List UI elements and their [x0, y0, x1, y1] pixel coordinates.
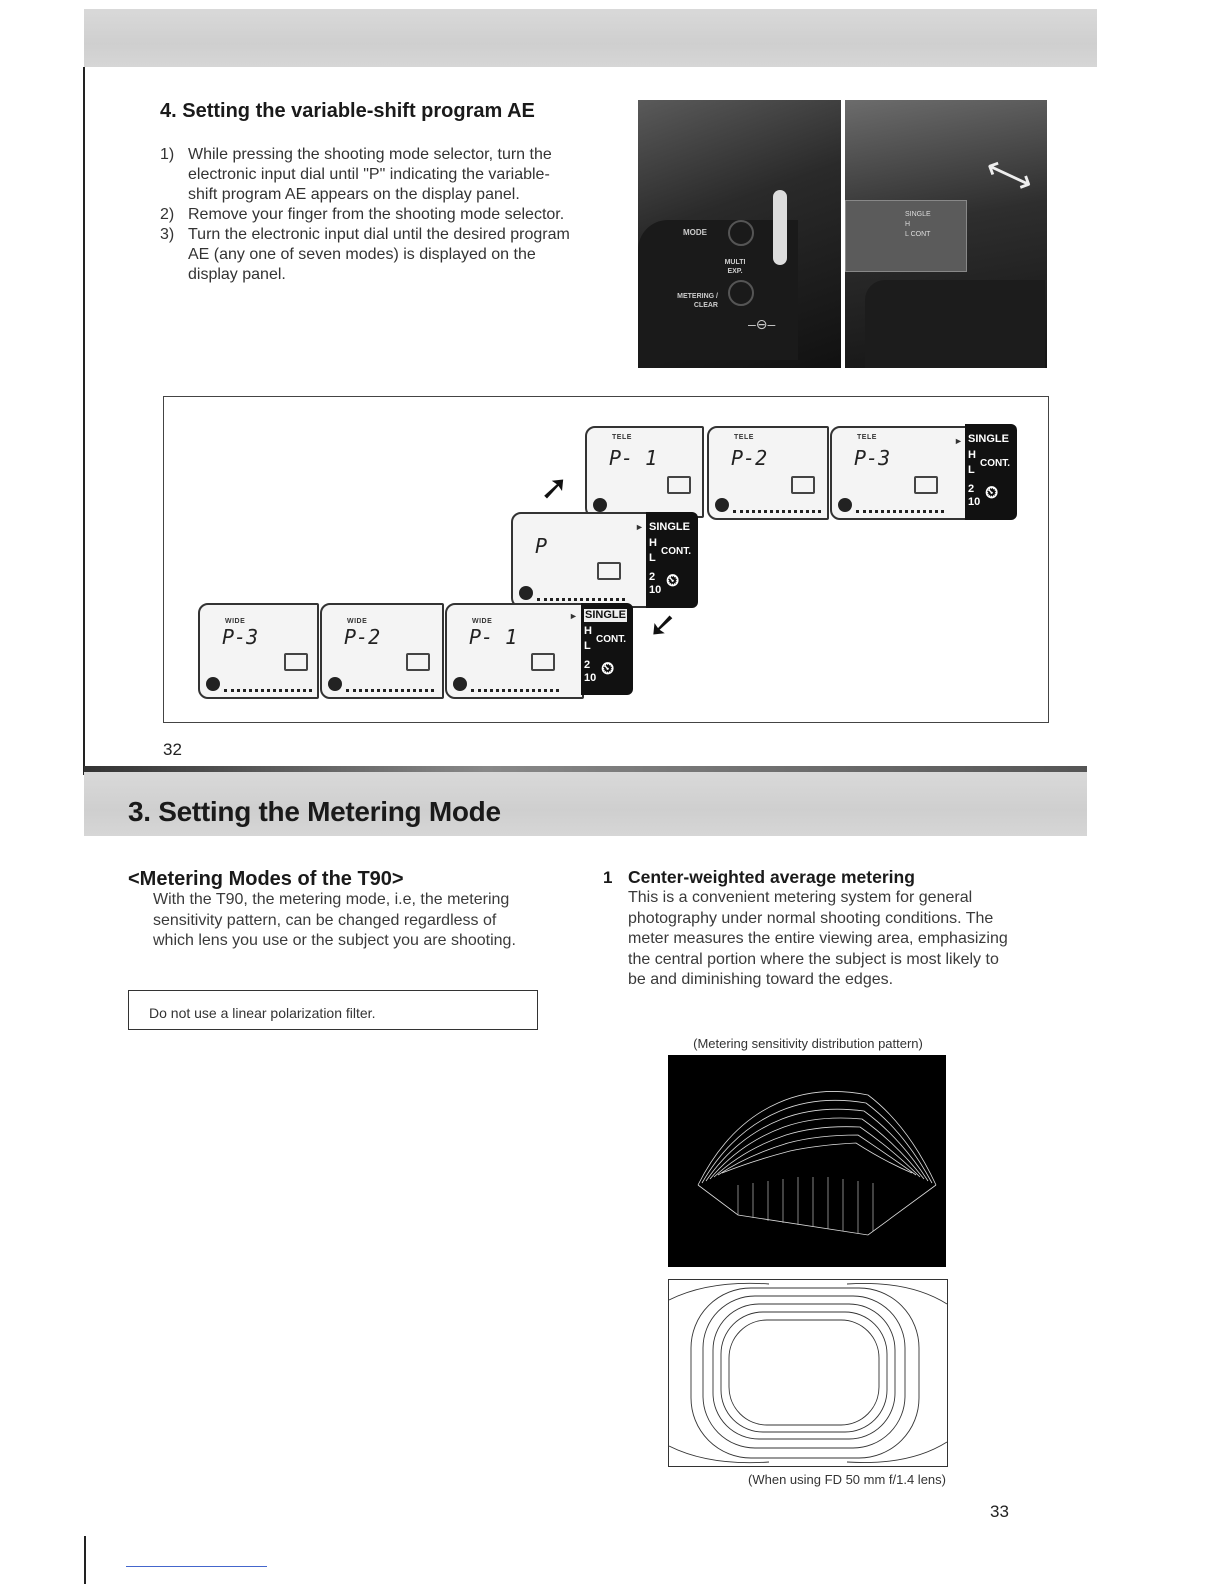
film-icon	[838, 498, 852, 512]
arrow-down-left-icon: ➚	[648, 607, 677, 645]
film-plane-icon: –⊖–	[748, 316, 776, 332]
step-number: 2)	[160, 206, 175, 223]
camera-lcd-cont: L CONT	[905, 231, 931, 238]
bottom-rule	[126, 1566, 267, 1567]
step-text: Turn the electronic input dial until the desired program AE (any one of seven modes) is displayed on the display panel.	[188, 226, 570, 283]
lcd-mode-readout: P-3	[854, 446, 891, 470]
top-header-band	[84, 9, 1097, 67]
arrow-up-right-icon: ➚	[540, 469, 569, 507]
dial-rotation-arrow-icon: ⟷	[979, 147, 1040, 203]
film-icon	[453, 677, 467, 691]
camera-lcd-single: SINGLE	[905, 211, 931, 218]
polarization-note-text: Do not use a linear polarization filter.	[149, 1005, 376, 1021]
metering-modes-subhead: <Metering Modes of the T90>	[128, 868, 404, 890]
self-timer-icon: ⏲	[985, 483, 999, 502]
center-weighted-title: Center-weighted average metering	[628, 867, 915, 887]
program-ae-heading: 4. Setting the variable-shift program AE	[160, 100, 535, 122]
step-number: 3)	[160, 226, 175, 243]
lcd-mode-readout: P-2	[731, 446, 768, 470]
lcd-mode-readout: P-3	[222, 625, 259, 649]
step-item	[160, 225, 575, 285]
page-number-33: 33	[990, 1502, 1009, 1521]
drive-mode-tab: SINGLE H CONT. L 2 10 ⏲	[581, 603, 633, 695]
mode-button-label: MODE	[683, 228, 707, 237]
step-text: While pressing the shooting mode selector, turn the electronic input dial until "P" indicating the variable-shift program AE appears on the display panel.	[188, 146, 552, 203]
lcd-mode-readout: P- 1	[609, 446, 658, 470]
lcd-panel-program: ► P	[511, 512, 650, 608]
camera-photo-right	[845, 100, 1047, 368]
center-weighted-text: This is a convenient metering system for general photography under normal shooting conditions. The meter measures the entire viewing area, emphasizing the central portion where the subject is most likely to be and diminishing toward the edges.	[628, 889, 1008, 988]
self-timer-icon: ⏲	[601, 659, 615, 678]
sensitivity-3d-graphic	[668, 1055, 946, 1267]
film-icon	[593, 498, 607, 512]
metering-intro-text: With the T90, the metering mode, i.e, the metering sensitivity pattern, can be changed regardless of which lens you use or the subject you are shooting.	[153, 891, 516, 949]
step-item	[160, 205, 575, 225]
lcd-panel-wide-p1: WIDE ► P- 1	[445, 603, 584, 699]
metering-mode-heading: 3. Setting the Metering Mode	[128, 796, 501, 827]
film-icon	[328, 677, 342, 691]
film-icon	[715, 498, 729, 512]
multi-exp-label: MULTI EXP.	[724, 259, 746, 275]
sensitivity-3d-plot	[668, 1055, 946, 1267]
contour-graphic	[669, 1280, 947, 1466]
step-item	[160, 145, 575, 205]
lcd-mode-readout: P	[535, 534, 548, 558]
camera-photo-left	[638, 100, 841, 368]
lcd-panel-wide-p2: WIDE P-2	[320, 603, 444, 699]
sensitivity-contour-map	[668, 1279, 948, 1467]
lcd-mode-readout: P- 1	[469, 625, 518, 649]
program-ae-steps	[160, 145, 575, 285]
lcd-panel-tele-p2: TELE P-2	[707, 426, 829, 520]
lens-caption: (When using FD 50 mm f/1.4 lens)	[748, 1472, 946, 1487]
film-icon	[206, 677, 220, 691]
left-page-edge	[83, 67, 85, 775]
step-number: 1)	[160, 146, 175, 163]
lcd-mode-readout: P-2	[344, 625, 381, 649]
camera-lcd-h: H	[905, 221, 911, 228]
drive-mode-tab: SINGLE H CONT. L 2 10 ⏲	[646, 512, 698, 608]
metering-clear-label: METERING / CLEAR	[677, 293, 718, 309]
step-text: Remove your finger from the shooting mode selector.	[188, 206, 565, 223]
film-icon	[519, 586, 533, 600]
page-number-32: 32	[163, 740, 182, 759]
polarization-note-box	[128, 990, 538, 1030]
sensitivity-caption: (Metering sensitivity distribution pattern)	[693, 1036, 923, 1051]
bottom-left-edge	[84, 1536, 86, 1584]
lcd-panel-tele-p1: TELE P- 1	[585, 426, 704, 518]
item-number: 1	[603, 868, 613, 887]
drive-mode-tab: SINGLE H CONT. L 2 10 ⏲	[965, 424, 1017, 520]
lcd-panel-wide-p3: WIDE P-3	[198, 603, 319, 699]
lcd-panel-tele-p3: TELE ► P-3	[830, 426, 969, 520]
self-timer-icon: ⏲	[666, 571, 680, 590]
